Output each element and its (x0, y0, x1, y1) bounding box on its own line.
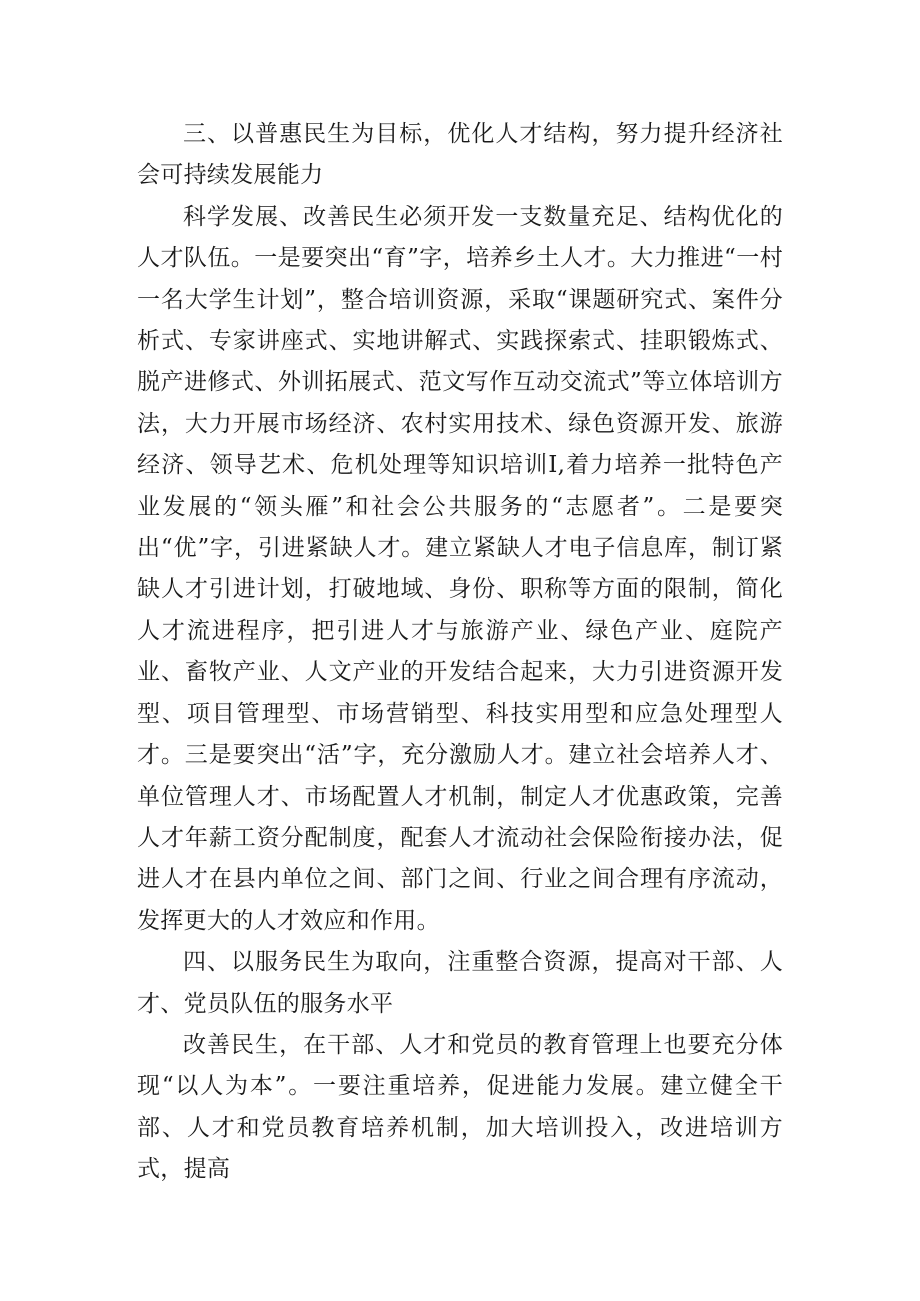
section-heading-4: 四、以服务民生为取向，注重整合资源，提高对干部、人才、党员队伍的服务水平 (137, 949, 783, 1017)
document-body (137, 114, 783, 1191)
body-paragraph-service: 改善民生，在干部、人才和党员的教育管理上也要充分体现“以人为本”。一要注重培养，促进能力发展。建立健全干部、人才和党员教育培养机制，加大培训投入，改进培训方式，提高 (137, 1031, 783, 1183)
body-paragraph-talent: 科学发展、改善民生必须开发一支数量充足、结构优化的人才队伍。一是要突出“育”字，培养乡土人才。大力推进“一村一名大学生计划”，整合培训资源，采取“课题研究式、案件分析式、专家讲座式、实地讲解式、实践探索式、挂职锻炼式、脱产进修式、外训拓展式、范文写作互动交流式”等立体培训方法，大力开展市场经济、农村实用技术、绿色资源开发、旅游经济、领导艺术、危机处理等知识培训I,着力培养一批特色产业发展的“领头雁”和社会公共服务的“志愿者”。二是要突出“优”字，引进紧缺人才。建立紧缺人才电子信息库，制订紧缺人才引进计划，打破地域、身份、职称等方面的限制，简化人才流进程序，把引进人才与旅游产业、绿色产业、庭院产业、畜牧产业、人文产业的开发结合起来，大力引进资源开发型、项目管理型、市场营销型、科技实用型和应急处理型人才。三是要突出“活”字，充分激励人才。建立社会培养人才、单位管理人才、市场配置人才机制，制定人才优惠政策，完善人才年薪工资分配制度，配套人才流动社会保险衔接办法，促进人才在县内单位之间、部门之间、行业之间合理有序流动，发挥更大的人才效应和作用。 (137, 203, 783, 934)
section-heading-3: 三、以普惠民生为目标，优化人才结构，努力提升经济社会可持续发展能力 (137, 121, 783, 189)
